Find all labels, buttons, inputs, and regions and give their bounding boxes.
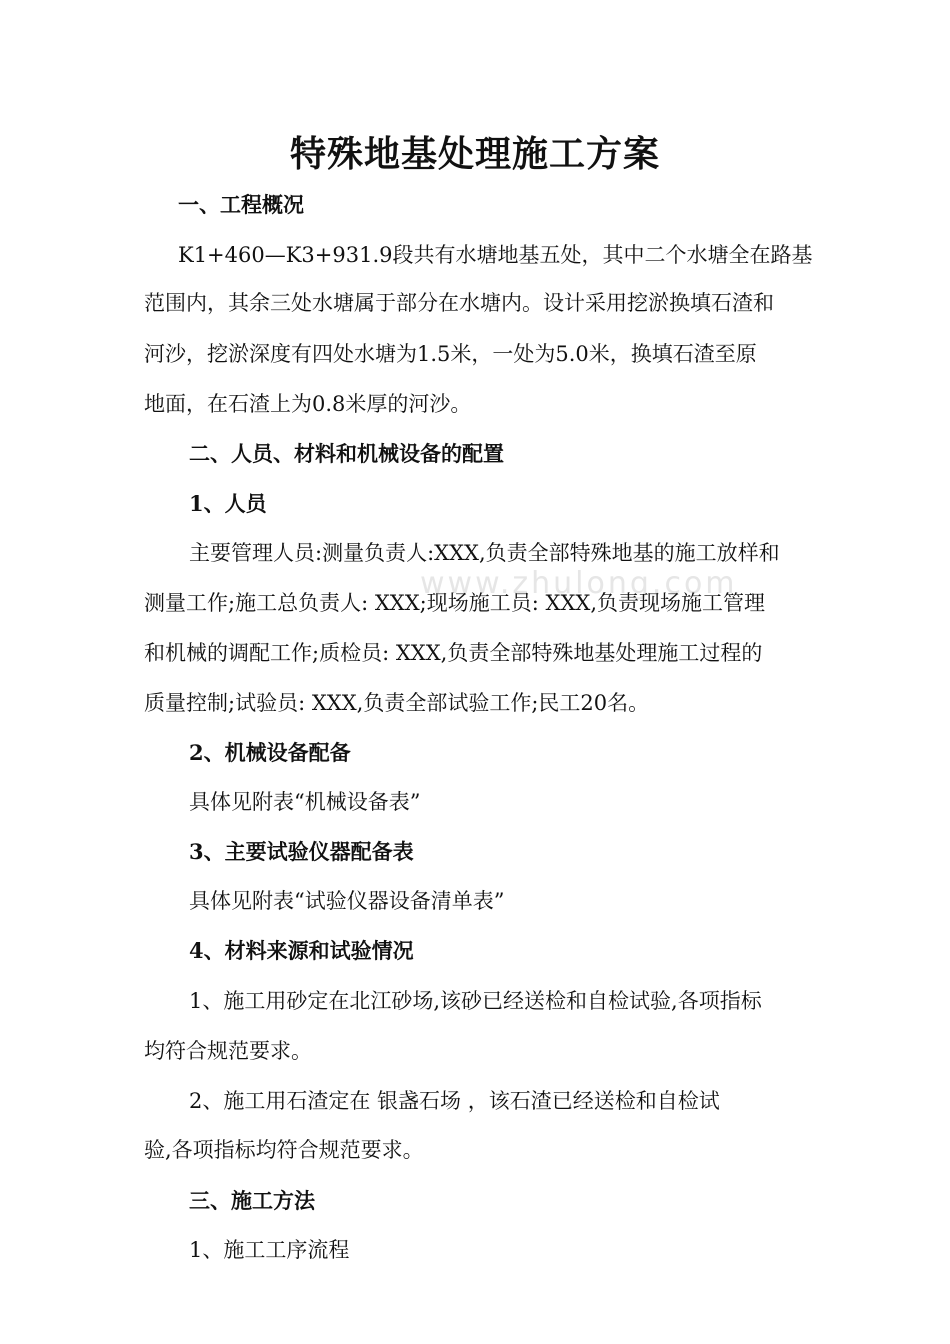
- paragraph-line: 质量控制;试验员: XXX,负责全部试验工作;民工20名。: [144, 691, 650, 715]
- paragraph-line: 具体见附表“试验仪器设备清单表”: [189, 889, 505, 913]
- paragraph-line: 均符合规范要求。: [144, 1039, 312, 1063]
- paragraph-line: 和机械的调配工作;质检员: XXX,负责全部特殊地基处理施工过程的: [144, 641, 763, 665]
- paragraph-line: 地面，在石渣上为0.8米厚的河沙。: [144, 392, 472, 416]
- watermark: www.zhulong.com: [420, 566, 738, 601]
- paragraph-line: 河沙，挖淤深度有四处水塘为1.5米，一处为5.0米，换填石渣至原: [144, 342, 757, 366]
- paragraph-line: 1、施工用砂定在北江砂场,该砂已经送检和自检试验,各项指标: [189, 989, 762, 1013]
- subheading-instruments: 3、主要试验仪器配备表: [189, 839, 414, 864]
- paragraph-line: K1+460—K3+931.9段共有水塘地基五处，其中二个水塘全在路基: [178, 243, 813, 267]
- section-heading-overview: 一、工程概况: [178, 192, 304, 217]
- document-title: 特殊地基处理施工方案: [289, 133, 660, 175]
- section-heading-config: 二、人员、材料和机械设备的配置: [189, 441, 504, 466]
- paragraph-line: 具体见附表“机械设备表”: [189, 790, 421, 814]
- subheading-materials: 4、材料来源和试验情况: [189, 938, 414, 963]
- paragraph-line: 范围内，其余三处水塘属于部分在水塘内。设计采用挖淤换填石渣和: [144, 291, 774, 315]
- section-heading-method: 三、施工方法: [189, 1188, 315, 1213]
- paragraph-line: 测量工作;施工总负责人: XXX;现场施工员: XXX,负责现场施工管理: [144, 591, 766, 615]
- paragraph-line: 验,各项指标均符合规范要求。: [144, 1138, 424, 1162]
- paragraph-line: 2、施工用石渣定在 银盏石场 ，该石渣已经送检和自检试: [189, 1089, 720, 1113]
- paragraph-line: 1、施工工序流程: [189, 1238, 350, 1262]
- subheading-personnel: 1、人员: [189, 491, 267, 516]
- paragraph-line: 主要管理人员:测量负责人:XXX,负责全部特殊地基的施工放样和: [189, 541, 780, 565]
- subheading-machinery: 2、机械设备配备: [189, 740, 351, 765]
